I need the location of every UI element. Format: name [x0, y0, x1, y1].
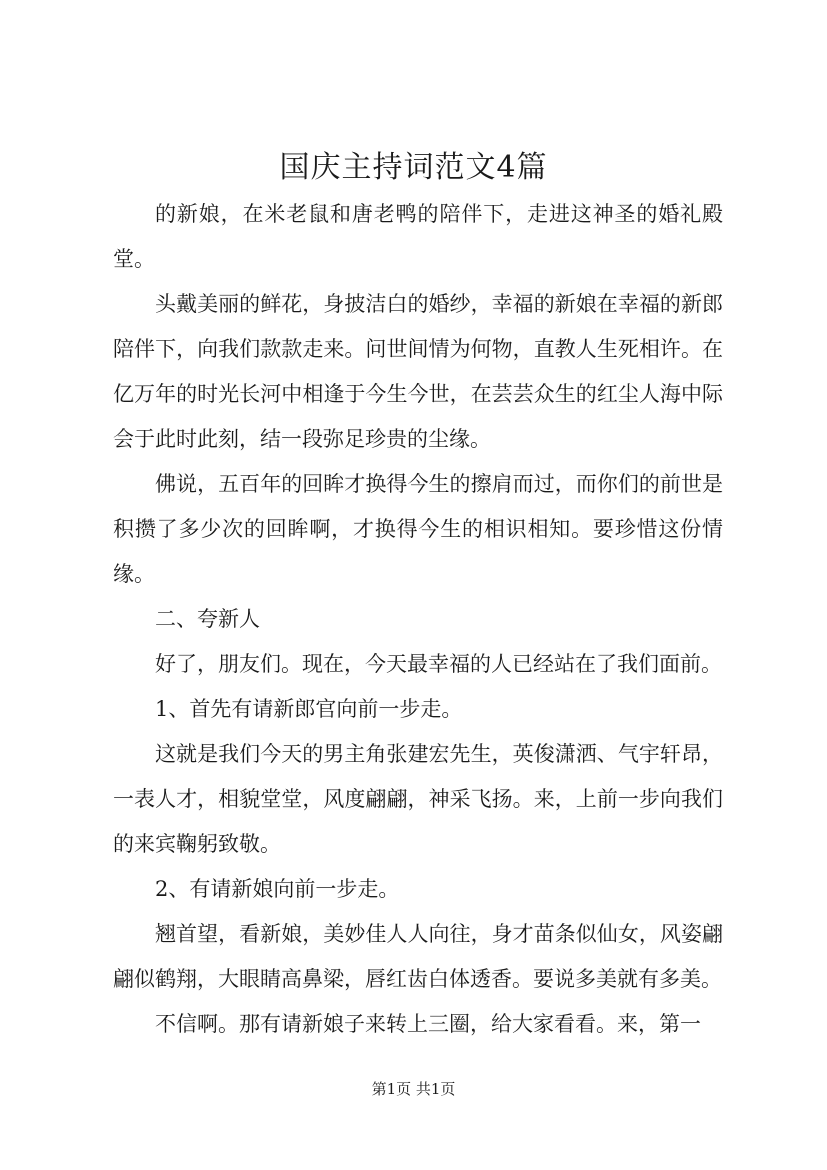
paragraph: 翘首望，看新娘，美妙佳人人向往，身才苗条似仙女，风姿翩翩似鹤翔，大眼睛高鼻梁，唇红齿白体透香。要说多美就有多美。: [113, 922, 723, 991]
document-body: [113, 192, 723, 1047]
list-item: 1、首先有请新郎官向前一步走。: [155, 697, 463, 721]
paragraph: 头戴美丽的鲜花，身披洁白的婚纱，幸福的新娘在幸福的新郎陪伴下，向我们款款走来。问世间情为何物，直教人生死相许。在亿万年的时光长河中相逢于今生今世，在芸芸众生的红尘人海中际会于此时此刻，结一段弥足珍贵的尘缘。: [113, 292, 723, 451]
paragraph: 好了，朋友们。现在，今天最幸福的人已经站在了我们面前。: [155, 652, 722, 676]
list-item: 2、有请新娘向前一步走。: [155, 877, 400, 901]
paragraph: 佛说，五百年的回眸才换得今生的擦肩而过，而你们的前世是积攒了多少次的回眸啊，才换得今生的相识相知。要珍惜这份情缘。: [113, 472, 723, 586]
paragraph: 不信啊。那有请新娘子来转上三圈，给大家看看。来，第一: [155, 1012, 701, 1036]
paragraph: 这就是我们今天的男主角张建宏先生，英俊潇洒、气宇轩昂，一表人才，相貌堂堂，风度翩翩，神采飞扬。来，上前一步向我们的来宾鞠躬致敬。: [113, 742, 723, 856]
page-footer: 第1页 共1页: [371, 1080, 456, 1098]
paragraph: 的新娘，在米老鼠和唐老鸭的陪伴下，走进这神圣的婚礼殿堂。: [113, 202, 723, 271]
document-title: 国庆主持词范文4篇: [279, 150, 548, 185]
section-heading: 二、夸新人: [155, 607, 260, 631]
